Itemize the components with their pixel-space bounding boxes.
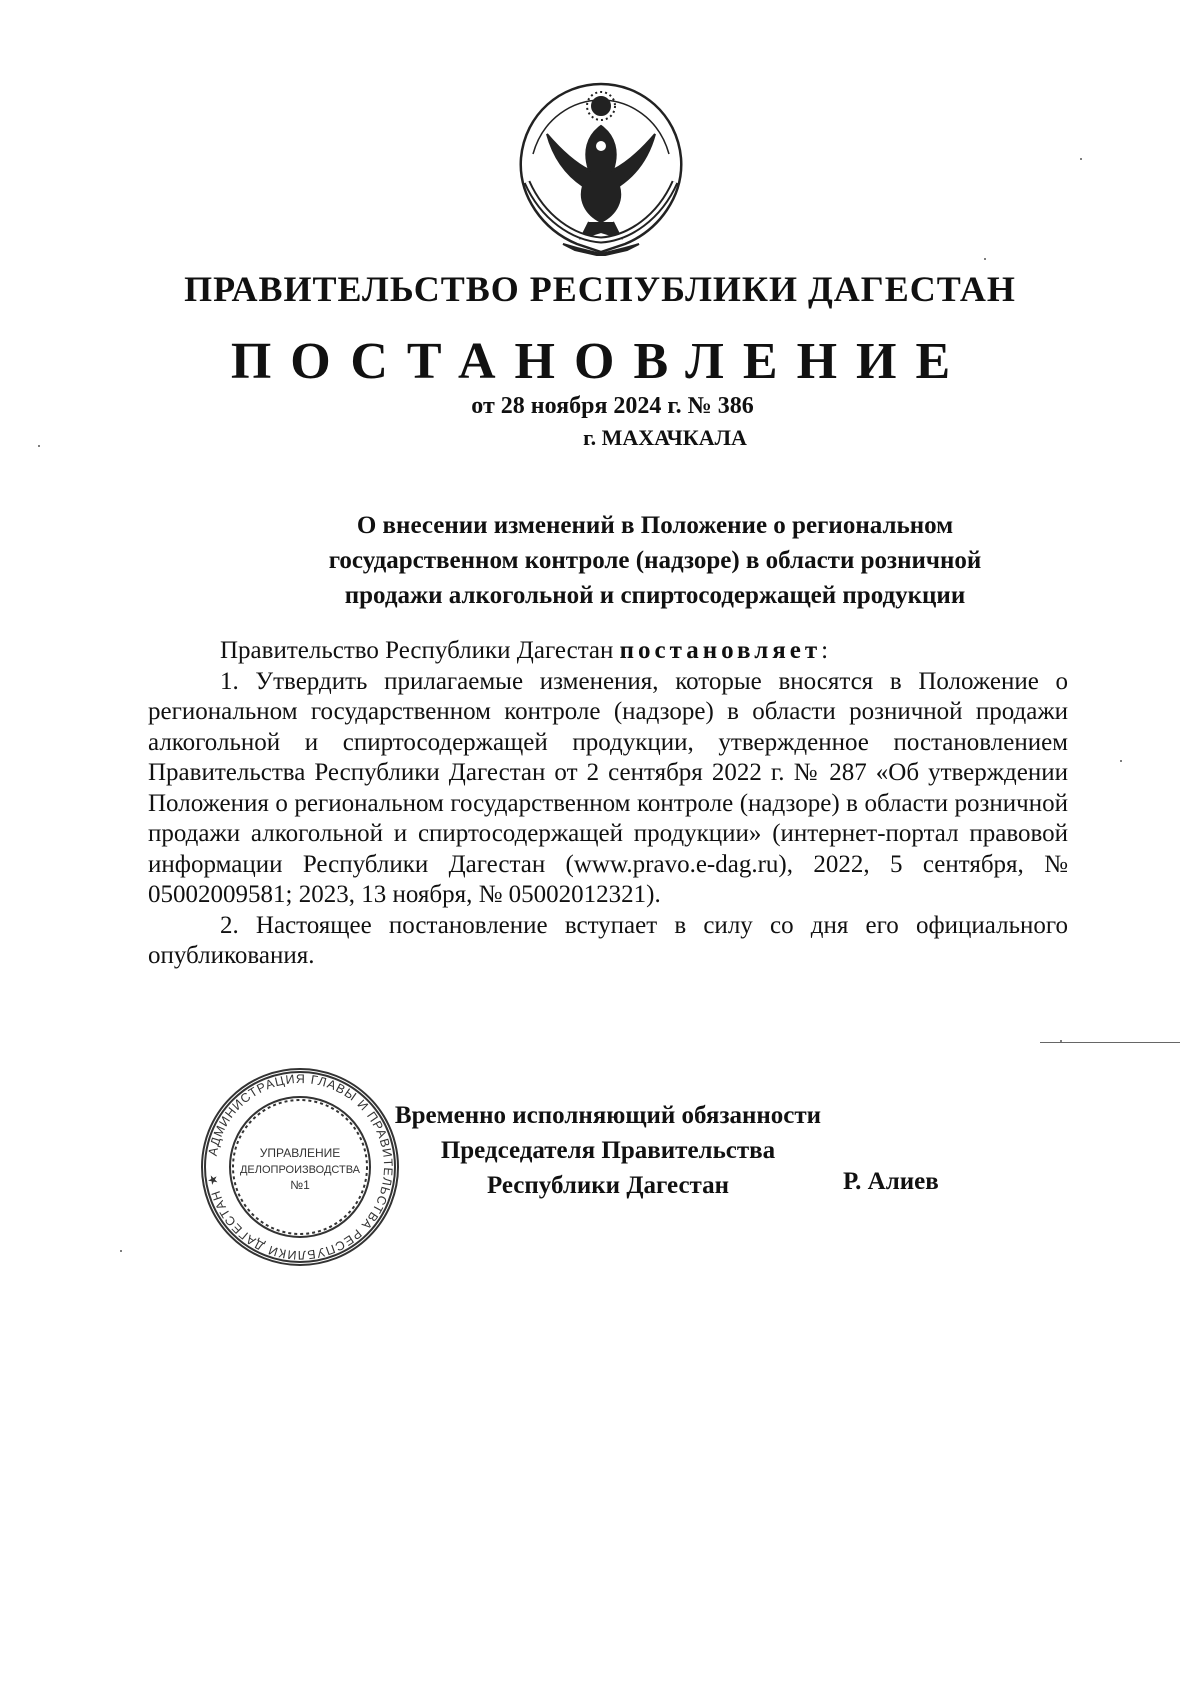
- intro-end: :: [821, 637, 829, 664]
- document-body: [148, 636, 1068, 972]
- document-subject: [255, 508, 1055, 613]
- signatory-title: [348, 1098, 868, 1203]
- scan-speck: [38, 445, 40, 447]
- scan-speck: [1080, 158, 1082, 160]
- document-place: г. МАХАЧКАЛА: [583, 425, 747, 450]
- intro-text: Правительство Республики Дагестан: [220, 637, 614, 664]
- item-1: 1. Утвердить прилагаемые изменения, которые вносятся в Положение о региональном государственном контроле (надзоре) в области розничной продажи алкогольной и спиртосодержащей продукции, утвержденное постановлением Правительства Республики Дагестан от 2 сентября 2022 г. № 287 «Об утверждении Положения о региональном государственном контроле (надзоре) в области розничной продажи алкогольной и спиртосодержащей продукции» (интернет-портал правовой информации Республики Дагестан (www.pravo.e-dag.ru), 2022, 5 сентября, № 05002009581; 2023, 13 ноября, № 05002012321).: [148, 667, 1068, 908]
- scan-speck: [984, 258, 986, 260]
- scan-speck: [1120, 760, 1122, 762]
- subject-line: продажи алкогольной и спиртосодержащей продукции: [344, 582, 966, 609]
- svg-text:ДЕЛОПРОИЗВОДСТВА: ДЕЛОПРОИЗВОДСТВА: [239, 1164, 361, 1176]
- item-2: 2. Настоящее постановление вступает в силу со дня его официального опубликования.: [148, 911, 1068, 969]
- signatory-title-line: Председателя Правительства: [440, 1137, 776, 1164]
- scan-speck: [120, 1250, 122, 1252]
- intro-paragraph: [148, 636, 1068, 667]
- svg-text:УПРАВЛЕНИЕ: УПРАВЛЕНИЕ: [259, 1146, 341, 1160]
- signatory-title-line: Временно исполняющий обязанности: [394, 1102, 822, 1129]
- government-name: ПРАВИТЕЛЬСТВО РЕСПУБЛИКИ ДАГЕСТАН: [184, 269, 1016, 309]
- svg-text:АДМИНИСТРАЦИЯ ГЛАВЫ И ПРАВИТЕЛ: АДМИНИСТРАЦИЯ ГЛАВЫ И ПРАВИТЕЛЬСТВА РЕСПУБЛИКИ ДАГЕСТАН ★: [205, 1071, 396, 1263]
- signatory-name: Р. Алиев: [843, 1168, 939, 1195]
- subject-line: О внесении изменений в Положение о региональном: [356, 512, 954, 539]
- document-type: ПОСТАНОВЛЕНИЕ: [230, 333, 970, 390]
- subject-line: государственном контроле (надзоре) в области розничной: [328, 547, 982, 574]
- signatory-title-line: Республики Дагестан: [486, 1172, 730, 1199]
- decree-word: постановляет: [619, 637, 822, 664]
- document-date-number: от 28 ноября 2024 г. № 386: [471, 393, 754, 419]
- coat-of-arms-icon: [503, 78, 699, 256]
- svg-text:№1: №1: [290, 1178, 310, 1192]
- scan-line: [1040, 1042, 1180, 1043]
